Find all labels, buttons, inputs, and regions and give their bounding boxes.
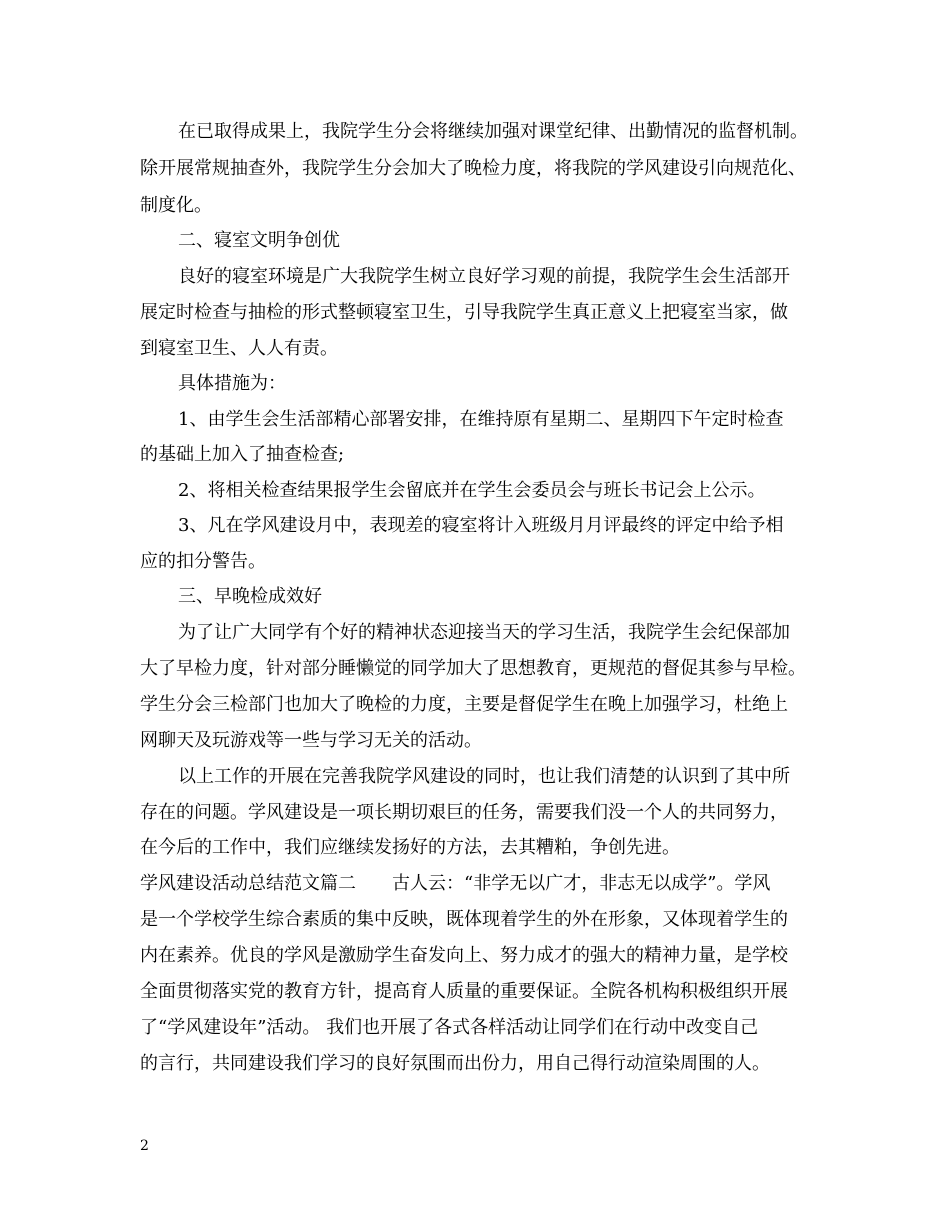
text-line: 具体措施为： — [178, 373, 286, 394]
page-number: 2 — [140, 1138, 149, 1154]
text-line: 网聊天及玩游戏等一些与学习无关的活动。 — [140, 730, 482, 751]
text-line: 以上工作的开展在完善我院学风建设的同时，也让我们清楚的认识到了其中所 — [178, 766, 790, 787]
text-line: 内在素养。优良的学风是激励学生奋发向上、努力成才的强大的精神力量，是学校 — [140, 945, 788, 966]
text-line: 大了早检力度，针对部分睡懒觉的同学加大了思想教育，更规范的督促其参与早检。 — [140, 658, 806, 679]
text-line: 除开展常规抽查外，我院学生分会加大了晚检力度，将我院的学风建设引向规范化、 — [140, 158, 806, 179]
list-item: 3、凡在学风建设月中，表现差的寝室将计入班级月月评最终的评定中给予相 — [178, 515, 784, 536]
list-item-continuation: 应的扣分警告。 — [140, 551, 266, 572]
list-item: 2、将相关检查结果报学生会留底并在学生会委员会与班长书记会上公示。 — [178, 480, 766, 501]
text-line: 制度化。 — [140, 195, 212, 216]
text-line: 展定时检查与抽检的形式整顿寝室卫生，引导我院学生真正意义上把寝室当家，做 — [140, 302, 788, 323]
list-item: 1、由学生会生活部精心部署安排，在维持原有星期二、星期四下午定时检查 — [178, 409, 784, 430]
section-heading: 三、早晚检成效好 — [178, 586, 322, 607]
text-line: 在已取得成果上，我院学生分会将继续加强对课堂纪律、出勤情况的监督机制。 — [178, 121, 808, 142]
text-line: 存在的问题。学风建设是一项长期切艰巨的任务，需要我们没一个人的共同努力， — [140, 802, 788, 823]
list-item-continuation: 的基础上加入了抽查检查; — [140, 444, 345, 465]
text-line: 了“学风建设年”活动。 我们也开展了各式各样活动让同学们在行动中改变自己 — [140, 1017, 759, 1038]
text-line: 全面贯彻落实党的教育方针，提高育人质量的重要保证。全院各机构积极组织开展 — [140, 981, 788, 1002]
section-heading: 二、寝室文明争创优 — [178, 230, 340, 251]
article-title-line: 学风建设活动总结范文篇二 古人云：“非学无以广才，非志无以成学”。学风 — [140, 873, 771, 894]
text-line: 良好的寝室环境是广大我院学生树立良好学习观的前提，我院学生会生活部开 — [178, 266, 790, 287]
text-line: 的言行，共同建设我们学习的良好氛围而出份力，用自己得行动渲染周围的人。 — [140, 1053, 770, 1074]
text-line: 为了让广大同学有个好的精神状态迎接当天的学习生活，我院学生会纪保部加 — [178, 622, 790, 643]
text-line: 学生分会三检部门也加大了晚检的力度，主要是督促学生在晚上加强学习，杜绝上 — [140, 694, 788, 715]
text-line: 是一个学校学生综合素质的集中反映，既体现着学生的外在形象，又体现着学生的 — [140, 909, 788, 930]
text-line: 到寝室卫生、人人有责。 — [140, 338, 338, 359]
text-line: 在今后的工作中，我们应继续发扬好的方法，去其糟粕，争创先进。 — [140, 837, 680, 858]
